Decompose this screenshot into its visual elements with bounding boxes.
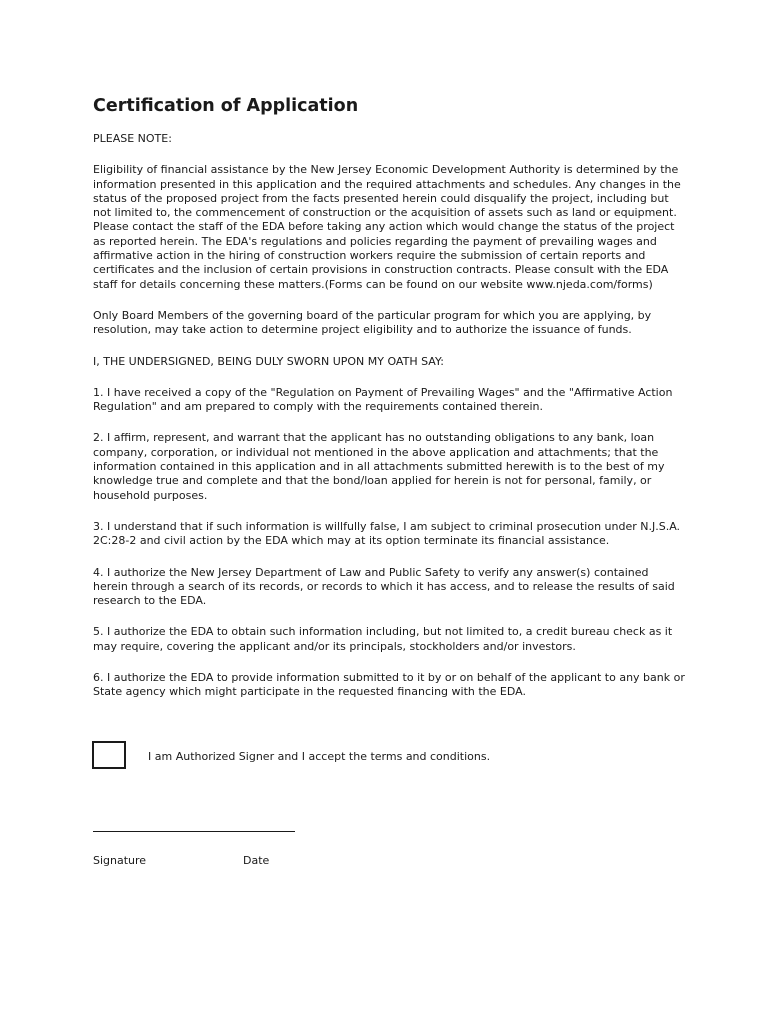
clause-4: 4. I authorize the New Jersey Department of Law and Public Safety to verify any answer(s) contained herein through a search of its records, or records to which it has access, and to release the results of said research to the EDA. xyxy=(93,565,675,608)
board-members-paragraph: Only Board Members of the governing board of the particular program for which you are applying, by resolution, may take action to determine project eligibility and to authorize the issuance of funds. xyxy=(93,308,652,337)
note-heading: PLEASE NOTE: xyxy=(93,132,172,145)
clause-2: 2. I affirm, represent, and warrant that the applicant has no outstanding obligations to any bank, loan company, corporation, or individual not mentioned in the above application and attachments; that the information contained in this application and in all attachments submitted herewith is to the best of my knowledge true and complete and that the bond/loan applied for herein is not for personal, family, or household purposes. xyxy=(93,431,665,502)
authorized-signer-row xyxy=(92,741,490,769)
certification-document xyxy=(93,96,685,717)
clause-3: 3. I understand that if such information is willfully false, I am subject to criminal prosecution under N.J.S.A. 2C:28-2 and civil action by the EDA which may at its option terminate its financial assistance. xyxy=(93,519,681,548)
page-title: Certification of Application xyxy=(93,96,359,116)
clause-1: 1. I have received a copy of the "Regulation on Payment of Prevailing Wages" and the "Affirmative Action Regulation" and am prepared to comply with the requirements contained therein. xyxy=(93,385,673,414)
date-label: Date xyxy=(243,854,270,867)
authorized-signer-label: I am Authorized Signer and I accept the terms and conditions. xyxy=(148,749,491,763)
signature-label: Signature xyxy=(93,854,147,867)
oath-statement: I, THE UNDERSIGNED, BEING DULY SWORN UPON MY OATH SAY: xyxy=(93,354,444,368)
clause-5: 5. I authorize the EDA to obtain such information including, but not limited to, a credit bureau check as it may require, covering the applicant and/or its principals, stockholders and/or investors. xyxy=(93,625,673,653)
signature-line[interactable] xyxy=(93,831,295,832)
eligibility-paragraph: Eligibility of financial assistance by the New Jersey Economic Development Authority is determined by the information presented in this application and the required attachments and schedules. Any changes in the status of the proposed project from the facts presented herein could disqualify the project, including but not limited to, the commencement of construction or the acquisition of assets such as land or equipment. Please contact the staff of the EDA before taking any action which would change the status of the project as reported herein. The EDA's regulations and policies regarding the payment of prevailing wages and affirmative action in the hiring of construction workers require the submission of certain reports and certificates and the inclusion of certain provisions in construction contracts. Please consult with the EDA staff for details concerning these matters.(Forms can be found on our website www.njeda.com/forms) xyxy=(93,163,681,291)
authorized-signer-checkbox[interactable] xyxy=(92,741,126,769)
clause-6: 6. I authorize the EDA to provide information submitted to it by or on behalf of the applicant to any bank or State agency which might participate in the requested financing with the EDA. xyxy=(93,671,685,699)
